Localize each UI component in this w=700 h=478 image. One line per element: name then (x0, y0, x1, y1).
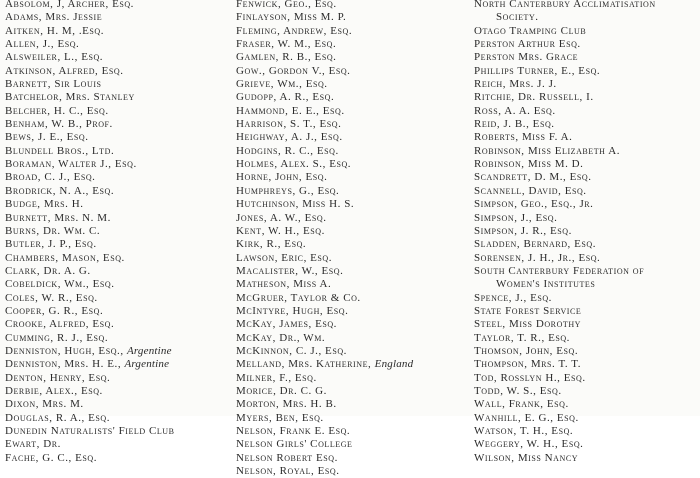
name-entry (5, 51, 230, 64)
entry-name: Roberts, Miss F. A. (474, 131, 573, 144)
name-entry (236, 452, 468, 465)
entry-name: Morton, Mrs. H. B. (236, 398, 337, 411)
entry-name: Tod, Rosslyn H., Esq. (474, 371, 586, 384)
entry-name: Lawson, Eric, Esq. (236, 251, 333, 264)
name-entry (5, 91, 230, 104)
entry-name: Simpson, J., Esq. (474, 211, 558, 224)
name-entry (236, 438, 468, 451)
name-entry (474, 25, 700, 38)
entry-name: Kirk, R., Esq. (236, 238, 307, 251)
name-entry (474, 358, 700, 371)
name-entry (236, 385, 468, 398)
name-entry (5, 372, 230, 385)
entry-name: McGruer, Taylor & Co. (236, 291, 361, 304)
entry-name: Morice, Dr. C. G. (236, 384, 327, 397)
name-entry (474, 238, 700, 251)
entry-name: Alsweiler, L., Esq. (5, 51, 104, 64)
entry-name: South Canterbury Federation of (474, 264, 645, 277)
name-entry (474, 38, 700, 51)
entry-name: McIntyre, Hugh, Esq. (236, 304, 349, 317)
name-entry (474, 412, 700, 425)
entry-name: Dixon, Mrs. M. (5, 398, 84, 411)
entry-name: Brodrick, N. A., Esq. (5, 184, 115, 197)
name-entry (5, 305, 230, 318)
entry-name: Phillips Turner, E., Esq. (474, 64, 601, 77)
entry-name: Hammond, E. E., Esq. (236, 104, 345, 117)
entry-name: Scandrett, D. M., Esq. (474, 171, 592, 184)
name-entry (474, 158, 700, 171)
name-entry (474, 131, 700, 144)
name-entry (5, 105, 230, 118)
name-entry (236, 225, 468, 238)
name-entry (236, 118, 468, 131)
name-entry (474, 212, 700, 225)
entry-name: McKay, James, Esq. (236, 318, 337, 331)
name-entry (236, 158, 468, 171)
name-entry (236, 238, 468, 251)
name-entry (5, 438, 230, 451)
name-entry (5, 318, 230, 331)
entry-name: Hutchinson, Miss H. S. (236, 198, 355, 211)
name-entry (5, 332, 230, 345)
entry-name: Simpson, Geo., Esq., Jr. (474, 198, 594, 211)
name-entry (236, 185, 468, 198)
name-entry (5, 131, 230, 144)
name-entry (5, 185, 230, 198)
name-entry (474, 425, 700, 438)
entry-name: Robinson, Miss M. D. (474, 158, 584, 171)
name-entry (5, 292, 230, 305)
name-entry (474, 318, 700, 331)
entry-name: Sladden, Bernard, Esq. (474, 238, 597, 251)
name-entry (5, 252, 230, 265)
entry-name: Myers, Ben, Esq. (236, 411, 324, 424)
entry-name: Gamlen, R. B., Esq. (236, 51, 337, 64)
entry-name: Jones, A. W., Esq. (236, 211, 327, 224)
entry-name: Gow., Gordon V., Esq. (236, 64, 351, 77)
entry-name: Reich, Mrs. J. J. (474, 78, 557, 91)
entry-name: Thomson, John, Esq. (474, 344, 579, 357)
entry-name: Dunedin Naturalists' Field Club (5, 425, 175, 437)
name-entry (5, 65, 230, 78)
name-entry (5, 38, 230, 51)
entry-name: Nelson Girls' College (236, 438, 353, 451)
entry-name: McKinnon, C. J., Esq. (236, 344, 347, 357)
entry-name: Ross, A. A. Esq. (474, 104, 556, 117)
name-entry (5, 78, 230, 91)
name-entry (5, 452, 230, 465)
entry-name: Benham, W. B., Prof. (5, 118, 113, 131)
name-entry (5, 158, 230, 171)
name-entry (236, 265, 468, 278)
entry-name: Nelson, Frank E. Esq. (236, 425, 351, 437)
entry-name: Bews, J. E., Esq. (5, 131, 89, 144)
entry-name: Burns, Dr. Wm. C. (5, 224, 101, 237)
name-entry (236, 318, 468, 331)
entry-name: Crooke, Alfred, Esq. (5, 318, 115, 331)
entry-name: Cumming, R. J., Esq. (5, 331, 109, 344)
entry-place: Argentine (126, 344, 172, 357)
name-entry (5, 25, 230, 38)
name-column-3 (474, 0, 700, 465)
entry-name: Derbie, Alex., Esq. (5, 384, 103, 397)
entry-name: Fenwick, Geo., Esq. (236, 0, 337, 10)
name-entry (236, 465, 468, 478)
entry-name: Matheson, Miss A. (236, 278, 332, 291)
entry-name: Finlayson, Miss M. P. (236, 11, 347, 24)
entry-name: State Forest Service (474, 304, 582, 317)
name-entry (474, 78, 700, 91)
name-entry (474, 185, 700, 198)
entry-name: Denniston, Hugh, Esq., (5, 344, 124, 357)
name-entry (474, 118, 700, 131)
entry-name: Fleming, Andrew, Esq. (236, 24, 353, 37)
entry-name: Kent, W. H., Esq. (236, 224, 325, 237)
entry-name: Wanhill, E. G., Esq. (474, 411, 579, 424)
name-entry (236, 398, 468, 411)
entry-name: Clark, Dr. A. G. (5, 264, 91, 277)
entry-name: Nelson Robert Esq. (236, 451, 338, 464)
name-entry (474, 105, 700, 118)
entry-name: Perston Mrs. Grace (474, 51, 579, 64)
name-entry (236, 332, 468, 345)
entry-name: Belcher, H. C., Esq. (5, 104, 109, 117)
name-entry (236, 412, 468, 425)
name-entry (5, 358, 230, 371)
entry-name: Batchelor, Mrs. Stanley (5, 91, 135, 104)
entry-name: Cooper, G. R., Esq. (5, 304, 104, 317)
entry-name: Fache, G. C., Esq. (5, 451, 98, 464)
name-entry (474, 385, 700, 398)
entry-name: Steel, Miss Dorothy (474, 318, 581, 331)
entry-name: Cobeldick, Wm., Esq. (5, 278, 115, 291)
entry-name: Watson, T. H., Esq. (474, 425, 574, 437)
name-entry (236, 198, 468, 211)
entry-name: Heighway, A. J., Esq. (236, 131, 343, 144)
entry-name: Perston Arthur Esq. (474, 38, 581, 51)
name-entry (5, 225, 230, 238)
entry-name: Spence, J., Esq. (474, 291, 552, 304)
entry-name: Harrison, S. T., Esq. (236, 118, 342, 131)
entry-name: Robinson, Miss Elizabeth A. (474, 144, 620, 157)
name-entry (5, 238, 230, 251)
name-entry (474, 398, 700, 411)
name-entry (236, 105, 468, 118)
entry-name: Scannell, David, Esq. (474, 184, 587, 197)
entry-name: Adams, Mrs. Jessie (5, 11, 103, 24)
entry-name: North Canterbury Acclimatisation (474, 0, 656, 10)
name-entry (474, 345, 700, 358)
name-entry (5, 265, 230, 278)
name-entry (474, 265, 700, 278)
name-entry (474, 198, 700, 211)
name-entry (474, 0, 700, 11)
entry-name: Reid, J. B., Esq. (474, 118, 555, 131)
entry-name: Holmes, Alex. S., Esq. (236, 158, 352, 171)
entry-name: Weggery, W. H., Esq. (474, 438, 584, 451)
entry-name: Wall, Frank, Esq. (474, 398, 569, 411)
entry-name: Atkinson, Alfred, Esq. (5, 64, 124, 77)
entry-name: Gudopp, A. R., Esq. (236, 91, 335, 104)
name-entry (5, 412, 230, 425)
entry-name: Sorensen, J. H., Jr., Esq. (474, 251, 601, 264)
name-column-1 (5, 0, 230, 465)
entry-name: Denton, Henry, Esq. (5, 371, 111, 384)
entry-name: Humphreys, G., Esq. (236, 184, 340, 197)
entry-name: Thompson, Mrs. T. T. (474, 358, 582, 371)
name-entry (236, 38, 468, 51)
name-entry (474, 11, 700, 24)
entry-name: Ritchie, Dr. Russell, I. (474, 91, 594, 104)
name-entry (5, 0, 230, 11)
name-entry (5, 398, 230, 411)
entry-name: Macalister, W., Esq. (236, 264, 344, 277)
entry-name: Blundell Bros., Ltd. (5, 144, 115, 157)
entry-name: Boraman, Walter J., Esq. (5, 158, 137, 171)
name-entry (236, 91, 468, 104)
name-entry (474, 91, 700, 104)
name-entry (474, 292, 700, 305)
entry-name: Grieve, Wm., Esq. (236, 78, 328, 91)
name-entry (474, 305, 700, 318)
name-entry (5, 171, 230, 184)
entry-name: Butler, J. P., Esq. (5, 238, 97, 251)
name-entry (236, 252, 468, 265)
entry-name: Fraser, W. M., Esq. (236, 38, 337, 51)
name-entry (236, 278, 468, 291)
name-entry (474, 372, 700, 385)
entry-name: Nelson, Royal, Esq. (236, 465, 340, 478)
entry-name: Horne, John, Esq. (236, 171, 328, 184)
entry-name: Todd, W. S., Esq. (474, 384, 562, 397)
name-entry (5, 212, 230, 225)
entry-place: Argentine (124, 358, 170, 371)
name-entry (236, 425, 468, 438)
name-column-2 (236, 0, 468, 478)
entry-place: England (374, 358, 414, 371)
name-entry (236, 145, 468, 158)
name-entry (236, 11, 468, 24)
entry-name: McKay, Dr., Wm. (236, 331, 326, 344)
entry-name: Chambers, Mason, Esq. (5, 251, 125, 264)
name-entry (236, 305, 468, 318)
name-entry (236, 345, 468, 358)
entry-name: Absolom, J, Archer, Esq. (5, 0, 134, 10)
entry-name: Denniston, Mrs. H. E., (5, 358, 122, 371)
name-entry (5, 345, 230, 358)
name-entry (5, 118, 230, 131)
name-entry (236, 25, 468, 38)
name-entry (474, 65, 700, 78)
name-entry (474, 252, 700, 265)
name-entry (474, 225, 700, 238)
name-entry (236, 372, 468, 385)
name-entry (236, 292, 468, 305)
entry-name: Milner, F., Esq. (236, 371, 317, 384)
entry-name: Budge, Mrs. H. (5, 198, 84, 211)
name-entry (474, 278, 700, 291)
entry-name: Broad, C. J., Esq. (5, 171, 96, 184)
name-entry (236, 358, 468, 371)
name-entry (236, 51, 468, 64)
name-entry (5, 278, 230, 291)
entry-name: Women's Institutes (496, 278, 596, 291)
name-entry (474, 438, 700, 451)
name-entry (5, 425, 230, 438)
entry-name: Allen, J., Esq. (5, 38, 80, 51)
name-entry (474, 171, 700, 184)
name-entry (236, 131, 468, 144)
name-entry (474, 332, 700, 345)
name-entry (236, 0, 468, 11)
entry-name: Douglas, R. A., Esq. (5, 411, 111, 424)
name-entry (474, 51, 700, 64)
entry-name: Ewart, Dr. (5, 438, 61, 451)
entry-name: Wilson, Miss Nancy (474, 451, 579, 464)
name-entry (474, 145, 700, 158)
entry-name: Simpson, J. R., Esq. (474, 224, 572, 237)
entry-name: Burnett, Mrs. N. M. (5, 211, 111, 224)
name-entry (474, 452, 700, 465)
name-entry (236, 212, 468, 225)
name-entry (236, 65, 468, 78)
entry-name: Aitken, H. M, .Esq. (5, 24, 105, 37)
entry-name: Coles, W. R., Esq. (5, 291, 98, 304)
name-entry (5, 198, 230, 211)
entry-name: Taylor, T. R., Esq. (474, 331, 570, 344)
entry-name: Otago Tramping Club (474, 24, 587, 37)
entry-name: Hodgins, R. C., Esq. (236, 144, 339, 157)
entry-name: Melland, Mrs. Katherine, (236, 358, 372, 371)
entry-name: Barnett, Sir Louis (5, 78, 102, 91)
name-entry (236, 78, 468, 91)
name-entry (5, 11, 230, 24)
name-entry (5, 145, 230, 158)
name-entry (236, 171, 468, 184)
entry-name: Society. (496, 11, 539, 24)
name-entry (5, 385, 230, 398)
